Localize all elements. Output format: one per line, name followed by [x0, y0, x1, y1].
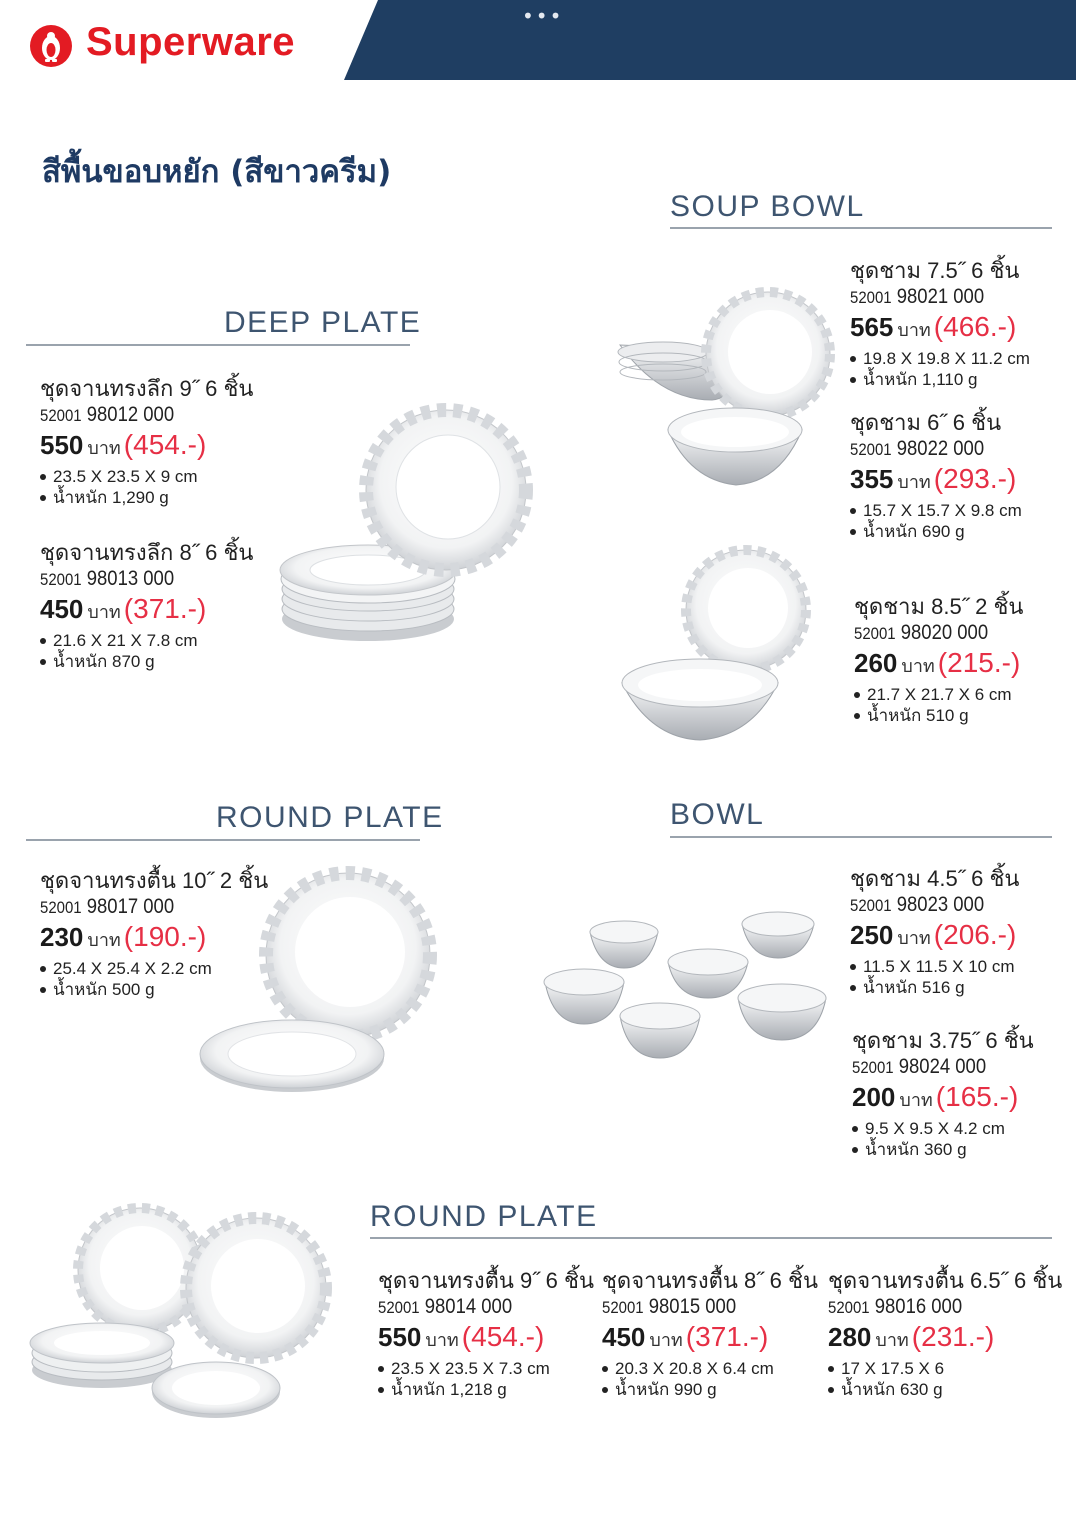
- weight-text: น้ำหนัก 500 g: [53, 980, 155, 999]
- code-prefix: 52001: [854, 624, 896, 643]
- product-code: [854, 620, 1003, 647]
- product-name: ชุดชาม 4.5˝ 6 ชิ้น: [850, 866, 1020, 891]
- code-number: 98023 000: [896, 893, 985, 916]
- product-soup-bowl-7-5: [850, 258, 1030, 390]
- size-text: 9.5 X 9.5 X 4.2 cm: [865, 1119, 1005, 1138]
- product-code: [850, 436, 1001, 463]
- currency: บาท: [425, 1330, 459, 1350]
- weight-text: น้ำหนัก 1,110 g: [863, 370, 978, 389]
- weight-text: น้ำหนัก 990 g: [615, 1380, 717, 1399]
- sale-price: (371.-): [685, 1321, 769, 1352]
- size-text: 17 X 17.5 X 6: [841, 1359, 945, 1378]
- bullet-icon: [852, 1126, 858, 1132]
- product-code: [40, 566, 228, 593]
- product-round-plate-6-5: [828, 1268, 1062, 1400]
- price-row: [40, 921, 268, 958]
- code-number: 98016 000: [874, 1295, 963, 1318]
- bullet-icon: [854, 713, 860, 719]
- bullet-icon: [850, 508, 856, 514]
- currency: บาท: [649, 1330, 683, 1350]
- spec-size: [850, 956, 1019, 977]
- product-code: [850, 284, 1008, 311]
- sale-price: (231.-): [911, 1321, 995, 1352]
- sale-price: (454.-): [123, 429, 207, 460]
- currency: บาท: [899, 1090, 933, 1110]
- size-text: 11.5 X 11.5 X 10 cm: [863, 957, 1015, 976]
- spec-size: [854, 684, 1023, 705]
- regular-price: 550: [40, 430, 84, 460]
- bullet-icon: [378, 1366, 384, 1372]
- price-row: [850, 311, 1030, 348]
- size-text: 21.7 X 21.7 X 6 cm: [867, 685, 1012, 704]
- product-round-plate-8: [602, 1268, 818, 1400]
- code-number: 98024 000: [898, 1055, 987, 1078]
- spec-size: [828, 1358, 1062, 1379]
- regular-price: 450: [602, 1322, 646, 1352]
- code-prefix: 52001: [40, 570, 82, 589]
- spec-weight: [854, 705, 1023, 726]
- section-title-deep-plate: DEEP PLATE: [224, 306, 422, 339]
- currency: บาท: [897, 928, 931, 948]
- deep-plate-upright-image: [366, 410, 526, 570]
- price-row: [828, 1321, 1062, 1358]
- product-name: ชุดจานทรงลึก 9˝ 6 ชิ้น: [40, 376, 254, 401]
- code-number: 98013 000: [86, 567, 175, 590]
- code-prefix: 52001: [828, 1298, 870, 1317]
- code-prefix: 52001: [602, 1298, 644, 1317]
- size-text: 25.4 X 25.4 X 2.2 cm: [53, 959, 212, 978]
- round-plate-set-image: [30, 1208, 326, 1418]
- currency: บาท: [87, 930, 121, 950]
- code-number: 98021 000: [896, 285, 985, 308]
- product-name: ชุดชาม 6˝ 6 ชิ้น: [850, 410, 1002, 435]
- weight-text: น้ำหนัก 360 g: [865, 1140, 967, 1159]
- bullet-icon: [854, 692, 860, 698]
- spec-weight: [828, 1379, 1062, 1400]
- product-name: ชุดชาม 3.75˝ 6 ชิ้น: [852, 1028, 1034, 1053]
- currency: บาท: [87, 438, 121, 458]
- spec-weight: [378, 1379, 594, 1400]
- section-title-bowl: BOWL: [670, 798, 765, 831]
- regular-price: 260: [854, 648, 898, 678]
- currency: บาท: [897, 320, 931, 340]
- weight-text: น้ำหนัก 870 g: [53, 652, 155, 671]
- currency: บาท: [897, 472, 931, 492]
- product-name: ชุดจานทรงตื้น 8˝ 6 ชิ้น: [602, 1268, 818, 1293]
- product-name: ชุดจานทรงตื้น 6.5˝ 6 ชิ้น: [828, 1268, 1063, 1293]
- sale-price: (215.-): [937, 647, 1021, 678]
- regular-price: 280: [828, 1322, 872, 1352]
- weight-text: น้ำหนัก 1,218 g: [391, 1380, 507, 1399]
- spec-size: [850, 348, 1030, 369]
- spec-size: [40, 958, 268, 979]
- product-code: [850, 892, 999, 919]
- regular-price: 230: [40, 922, 84, 952]
- regular-price: 550: [378, 1322, 422, 1352]
- weight-text: น้ำหนัก 510 g: [867, 706, 969, 725]
- price-row: [854, 647, 1023, 684]
- product-code: [40, 894, 241, 921]
- weight-text: น้ำหนัก 1,290 g: [53, 488, 169, 507]
- sale-price: (293.-): [933, 463, 1017, 494]
- bullet-icon: [850, 529, 856, 535]
- product-code: [602, 1294, 792, 1321]
- code-number: 98020 000: [900, 621, 989, 644]
- code-prefix: 52001: [40, 406, 82, 425]
- more-dots-icon[interactable]: •••: [522, 4, 564, 28]
- size-text: 23.5 X 23.5 X 7.3 cm: [391, 1359, 550, 1378]
- currency: บาท: [87, 602, 121, 622]
- code-number: 98012 000: [86, 403, 175, 426]
- weight-text: น้ำหนัก 516 g: [863, 978, 965, 997]
- spec-weight: [850, 521, 1022, 542]
- price-row: [602, 1321, 818, 1358]
- code-number: 98017 000: [86, 895, 175, 918]
- size-text: 23.5 X 23.5 X 9 cm: [53, 467, 198, 486]
- section-title-round-plate: ROUND PLATE: [216, 801, 444, 834]
- sale-price: (190.-): [123, 921, 207, 952]
- spec-size: [852, 1118, 1034, 1139]
- spec-weight: [40, 979, 268, 1000]
- code-prefix: 52001: [40, 898, 82, 917]
- sale-price: (466.-): [933, 311, 1017, 342]
- bullet-icon: [852, 1147, 858, 1153]
- product-round-plate-10: [40, 868, 268, 1000]
- spec-size: [40, 466, 253, 487]
- weight-text: น้ำหนัก 690 g: [863, 522, 965, 541]
- spec-size: [40, 630, 253, 651]
- code-prefix: 52001: [850, 288, 892, 307]
- regular-price: 565: [850, 312, 894, 342]
- bullet-icon: [850, 356, 856, 362]
- size-text: 15.7 X 15.7 X 9.8 cm: [863, 501, 1022, 520]
- spec-weight: [850, 369, 1030, 390]
- bullet-icon: [40, 495, 46, 501]
- code-number: 98015 000: [648, 1295, 737, 1318]
- bullet-icon: [602, 1387, 608, 1393]
- product-soup-bowl-6: [850, 410, 1022, 542]
- code-number: 98014 000: [424, 1295, 513, 1318]
- product-deep-plate-8: [40, 540, 253, 672]
- brand-logo-text: Superware: [86, 20, 296, 64]
- sale-price: (165.-): [935, 1081, 1019, 1112]
- spec-weight: [602, 1379, 818, 1400]
- spec-weight: [40, 651, 253, 672]
- bullet-icon: [40, 966, 46, 972]
- product-code: [378, 1294, 568, 1321]
- price-row: [40, 593, 253, 630]
- product-name: ชุดจานทรงลึก 8˝ 6 ชิ้น: [40, 540, 254, 565]
- bullet-icon: [850, 985, 856, 991]
- bullet-icon: [40, 987, 46, 993]
- size-text: 20.3 X 20.8 X 6.4 cm: [615, 1359, 774, 1378]
- soup-bowl-large-image: [622, 550, 806, 740]
- product-code: [852, 1054, 1012, 1081]
- bullet-icon: [40, 474, 46, 480]
- sale-price: (371.-): [123, 593, 207, 624]
- price-row: [850, 919, 1019, 956]
- currency: บาท: [875, 1330, 909, 1350]
- bullet-icon: [40, 659, 46, 665]
- product-bowl-4-5: [850, 866, 1019, 998]
- small-bowl-set-image: [544, 912, 826, 1058]
- product-name: ชุดจานทรงตื้น 9˝ 6 ชิ้น: [378, 1268, 594, 1293]
- sale-price: (206.-): [933, 919, 1017, 950]
- spec-size: [602, 1358, 818, 1379]
- spec-weight: [852, 1139, 1034, 1160]
- product-name: ชุดจานทรงตื้น 10˝ 2 ชิ้น: [40, 868, 269, 893]
- price-row: [378, 1321, 594, 1358]
- regular-price: 450: [40, 594, 84, 624]
- regular-price: 200: [852, 1082, 896, 1112]
- size-text: 19.8 X 19.8 X 11.2 cm: [863, 349, 1030, 368]
- product-code: [828, 1294, 1034, 1321]
- product-bowl-3-75: [852, 1028, 1034, 1160]
- price-row: [852, 1081, 1034, 1118]
- code-number: 98022 000: [896, 437, 985, 460]
- spec-size: [850, 500, 1022, 521]
- code-prefix: 52001: [850, 896, 892, 915]
- bullet-icon: [850, 964, 856, 970]
- weight-text: น้ำหนัก 630 g: [841, 1380, 943, 1399]
- soup-bowl-stack-image: [618, 292, 830, 485]
- product-name: ชุดชาม 7.5˝ 6 ชิ้น: [850, 258, 1020, 283]
- bullet-icon: [602, 1366, 608, 1372]
- product-round-plate-9: [378, 1268, 594, 1400]
- regular-price: 355: [850, 464, 894, 494]
- code-prefix: 52001: [378, 1298, 420, 1317]
- price-row: [40, 429, 253, 466]
- bullet-icon: [828, 1387, 834, 1393]
- product-soup-bowl-8-5: [854, 594, 1023, 726]
- sale-price: (454.-): [461, 1321, 545, 1352]
- product-deep-plate-9: [40, 376, 253, 508]
- size-text: 21.6 X 21 X 7.8 cm: [53, 631, 198, 650]
- price-row: [850, 463, 1022, 500]
- product-name: ชุดชาม 8.5˝ 2 ชิ้น: [854, 594, 1024, 619]
- spec-weight: [40, 487, 253, 508]
- currency: บาท: [901, 656, 935, 676]
- section-title-round-plate: ROUND PLATE: [370, 1200, 598, 1233]
- bullet-icon: [850, 377, 856, 383]
- bullet-icon: [828, 1366, 834, 1372]
- regular-price: 250: [850, 920, 894, 950]
- code-prefix: 52001: [852, 1058, 894, 1077]
- code-prefix: 52001: [850, 440, 892, 459]
- product-code: [40, 402, 228, 429]
- bullet-icon: [40, 638, 46, 644]
- page-title: สีพื้นขอบหยัก (สีขาวครีม): [42, 154, 392, 190]
- bullet-icon: [378, 1387, 384, 1393]
- spec-weight: [850, 977, 1019, 998]
- spec-size: [378, 1358, 594, 1379]
- section-title-soup-bowl: SOUP BOWL: [670, 190, 865, 223]
